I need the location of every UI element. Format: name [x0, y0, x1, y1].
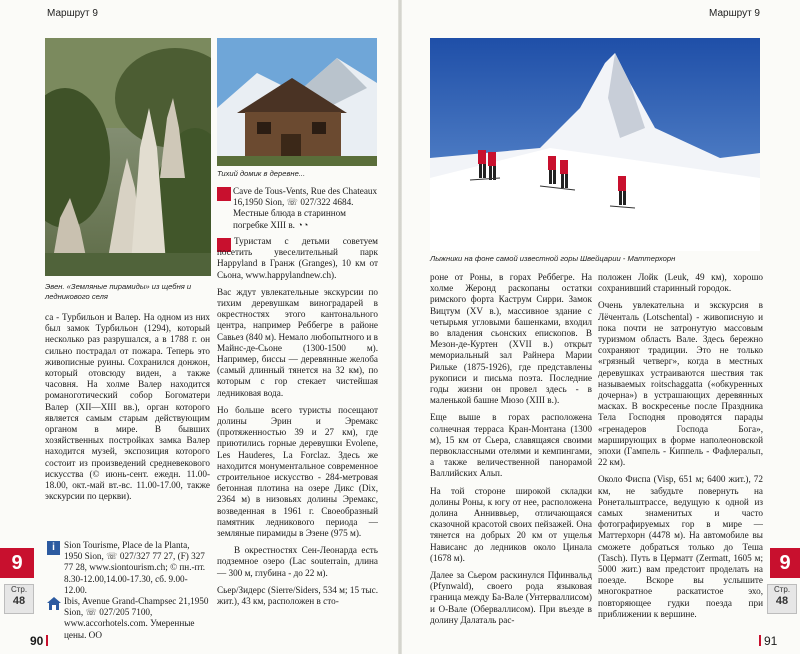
restaurant-icon [217, 187, 231, 201]
page-ref-tab-left [4, 584, 34, 614]
sierre-para: Сьер/Зидерс (Sierre/Siders, 534 м; 15 тыс. жит.), 43 км, расположен в сто- [217, 584, 378, 607]
page-number-bar-right [759, 635, 761, 646]
ibis-hotel-info: Ibis, Avenue Grand-Champsec 21,1950 Sion, ☏ 027/205 7100, www.accorhotels.com. Умеренные цены. OO [64, 596, 209, 640]
valleys-para: Но больше всего туристы посещают долины Эрин и Эремакс (протяженностью 39 и 27 км), где приютились горные деревушки Evolene, Les Hauderes, La Forclaz. Здесь же находится монументальное современное строительное искусство - 284-метровая бетонная плотина на озере Дикс (Dix, 2364 м) в низовьях долины Эремакс, возведенная в 1961 г. Своеобразный памятник ледникового периода — земляные пирамиды в Эзене (975 м). [217, 404, 378, 539]
matterhorn-caption: Лыжники на фоне самой известной горы Швейцарии - Маттерхорн [430, 254, 676, 263]
matterhorn-skiers-photo [430, 38, 760, 251]
house-icon [47, 597, 61, 610]
photo1-caption: Эвен. «Земляные пирамиды» из щебня и ледникового селя [45, 282, 192, 301]
visp-zermatt-para: Около Фиспа (Visp, 651 м; 6400 жит.), 72 км, не забудьте повернуть на Ронетальштрассе, ведущую к одной из самых знаменитых и часто фотографируемых гор в мире — Маттерхорн (4478 м). На автомобиле вы сможете добраться только до Теша (Tasch). Путь в Церматт (Zermatt, 1605 м; 5000 жит.) вам предстоит проделать на поезде. Вскоре вы услышите многократное раскатистое эхо, повторяющее гудки поезда при приближении к вершине. [598, 474, 763, 619]
page-number-right-value: 91 [764, 634, 778, 648]
running-head-left: Маршрут 9 [47, 8, 98, 19]
page-ref-tab-right [767, 584, 797, 614]
right-col1-text [430, 272, 592, 632]
page-ref-number: 48 [12, 595, 26, 607]
anniviers-para: На той стороне широкой складки долины Роны, к югу от нее, расположена долина Анниввьер, отличающаяся сказочной красотой своих пейзажей. Она тянется на добрых 20 км от ущелья Нависанс до ледников около Цинала (1678 м). [430, 485, 592, 563]
sion-tourism-info: Sion Tourisme, Place de la Planta, 1950 Sion, ☏ 027/327 77 27, (F) 327 77 28, www.siontourism.ch; © пн.-пт. 8.30-12.00,14.00-17.30, сб. 9.00-12.00. [64, 540, 206, 595]
running-head-right: Маршрут 9 [709, 8, 760, 19]
info-icon: i [47, 541, 60, 555]
page-number-right [756, 634, 777, 648]
pfynwald-para: Далее за Сьером раскинулся Пфинвальд (Pfynwald), своего рода языковая граница между Ба-Вале (Унтерваллисом) и О-Вале (Оберваллисом). При въезде в долину Далаталь рас- [430, 570, 592, 625]
photo2-caption: Тихий домик в деревне... [217, 169, 306, 178]
right-col2-text [598, 272, 763, 626]
excursions-para: Вас ждут увлекательные экскурсии по тихим деревушкам виноградарей в окрестностях этого кантонального центра, например Реббегре в районе Савьез (840 м). Немало любопытного и в Майнс-де-Сьоне (1300-1500 м). Например, биссы — деревянные желоба (самый длинный тянется на 32 км), по которым с гор стекает чистейшая ледниковая вода. [217, 286, 378, 398]
left-col1-para: са - Турбильон и Валер. На одном из них был замок Турбильон (1294), который несколько раз разрушался, а в 1788 г. он сильно пострадал от пожара. Теперь это живописные руины. Сохранился донжон, который отовсюду виден, а также часовня. На холме Валер находится романоготический собор Богоматери Валер (XII—XIII вв.), орган которого является самым старым действующим органом в мире. В бывших хозяйственных постройках замка Валер находится музей, экспозиция которого состоит из произведений средневекового искусства (© июнь-сент. ежедн. 11.00-18.00, окт.-май вт.-вс. 11.00-17.00, также экскурсии по церкви). [45, 312, 210, 502]
lotschental-para: Очень увлекательна и экскурсия в Лёченталь (Lotschental) - живописную и пока почти не затронутую массовым туризмом область Вале. Здесь бережно сохраняют традиции. Это не только «грязный четверг», когда в местных деревушках устраиваются шествия так называемых roitschaggatta («обкуренных дочерна») в устрашающих деревянных масках. В воскресенье после Праздника Тела Господня проводятся парады «гренадеров Господа Бога», марширующих в форме наполеоновской эпохи (Гампель - Киппель - Фафлеральп, 22 км). [598, 300, 763, 468]
leuk-para: положен Лойк (Leuk, 49 км), хорошо сохранивший старинный городок. [598, 272, 763, 294]
lake-para: В окрестностях Сен-Леонарда есть подземное озеро (Lac souterrain, длина — 300 м, глубина - до 22 м). [217, 545, 378, 578]
page-number-left-value: 90 [30, 634, 44, 648]
route-tab-right: 9 [770, 548, 800, 578]
cave-info: Cave de Tous-Vents, Rue des Chateaux 16,1950 Sion, ☏ 027/322 4684. Местные блюда в старинном погребке XIII в. ◔◔ [233, 186, 378, 230]
crans-montana-para: Еще выше в горах расположена солнечная терраса Кран-Монтана (1300 м), 15 км от Сьера, славящаяся своими первоклассными отелями и кемпингами, а также величественной панорамой Валлийских Альп. [430, 412, 592, 479]
page-number-bar [46, 635, 48, 646]
book-gutter [398, 0, 402, 654]
left-col2-text [217, 236, 378, 613]
route-tab-left: 9 [0, 548, 34, 578]
earth-pyramids-photo [45, 38, 211, 276]
chalet-photo [217, 38, 377, 166]
sierre-cont-para: роне от Роны, в горах Реббегре. На холме Жеронд раскопаны остатки римского форта Каструм Сирри. Замок Вицтум (XV в.), массивное здание с четырьмя угловыми башенками, входил во владения сьонских епископов. В Мезон-де-Куртен (XVII в.) открыт мемориальный зал Райнера Марии Рильке (1875-1926), где представлены рукописи и письма поэта. Последние годы жизни он провел здесь - в маленькой башне Мюзо (XIII в.). [430, 272, 592, 406]
page-ref-number-right: 48 [775, 595, 789, 607]
page-ref-label-right: Стр. [773, 585, 791, 594]
left-col1-text [45, 312, 210, 508]
page-number-left [30, 634, 51, 648]
page-ref-label: Стр. [10, 585, 28, 594]
happyland-para: Туристам с детьми советуем посетить увеселительный парк Happyland в Гранж (Granges), 10 км от Сьона, www.happylandnew.ch). [217, 236, 378, 280]
